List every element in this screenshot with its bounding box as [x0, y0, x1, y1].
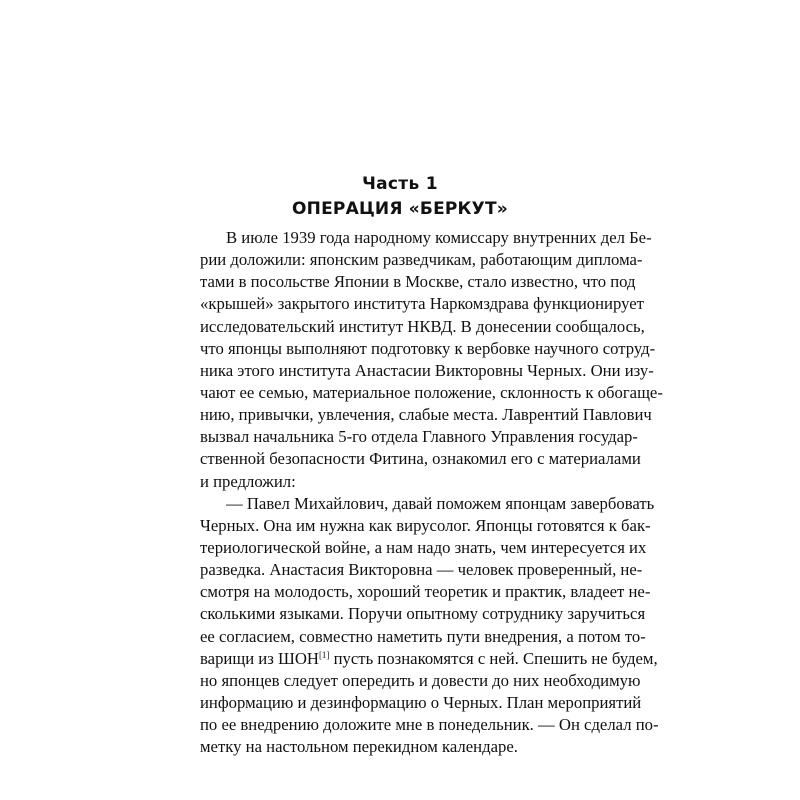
text-line: но японцев следует опередить и довести до них необходимую [200, 670, 641, 690]
text-line: вызвал начальника 5-го отдела Главного Управления государ- [200, 427, 638, 447]
text-line: териологической войне, а нам надо знать, чем интересуется их [200, 537, 647, 557]
text-line: и предложил: [200, 471, 296, 491]
chapter-label: Часть 1 [362, 174, 438, 194]
text-line: разведка. Анастасия Викторовна — человек проверенный, не- [200, 560, 643, 580]
text-line: сколькими языками. Поручи опытному сотруднику заручиться [200, 604, 646, 624]
text-line: ника этого института Анастасии Викторовны Черных. Они изу- [200, 360, 654, 380]
text-line-with-footnote [200, 648, 658, 670]
text-line: рии доложили: японским разведчикам, работающим диплома- [200, 250, 643, 270]
paragraph-2 [200, 493, 659, 759]
text-line: Черных. Она им нужна как вирусолог. Японцы готовятся к бак- [200, 515, 651, 535]
text-segment: пусть познакомятся с ней. Спешить не будем, [329, 648, 658, 668]
text-line: тами в посольстве Японии в Москве, стало известно, что под [200, 272, 636, 292]
text-line: ее согласием, совместно наметить пути внедрения, а потом то- [200, 626, 646, 646]
text-line: метку на настольном перекидном календаре. [200, 737, 518, 757]
text-line: исследовательский институт НКВД. В донесении сообщалось, [200, 316, 645, 336]
text-line: ственной безопасности Фитина, ознакомил его с материалами [200, 449, 641, 469]
text-line: чают ее семью, материальное положение, склонность к обогаще- [200, 382, 663, 402]
chapter-title: ОПЕРАЦИЯ «БЕРКУТ» [292, 199, 508, 219]
text-line: смотря на молодость, хороший теоретик и практик, владеет не- [200, 582, 651, 602]
text-line: информацию и дезинформацию о Черных. План мероприятий [200, 692, 642, 712]
paragraph-1 [200, 227, 663, 493]
text-line: В июле 1939 года народному комиссару внутренних дел Бе- [226, 228, 652, 247]
text-segment: варищи из ШОН [200, 648, 319, 668]
text-line: нию, привычки, увлечения, слабые места. Лаврентий Павлович [200, 405, 652, 425]
text-line: по ее внедрению доложите мне в понедельник. — Он сделал по- [200, 715, 659, 735]
text-line: — Павел Михайлович, давай поможем японцам завербовать [226, 493, 655, 513]
body-text [200, 227, 663, 758]
text-line: «крышей» закрытого института Наркомздрава функционирует [200, 294, 644, 314]
text-line: что японцы выполняют подготовку к вербовке научного сотруд- [200, 338, 656, 358]
footnote-marker[interactable]: [1] [318, 649, 330, 660]
